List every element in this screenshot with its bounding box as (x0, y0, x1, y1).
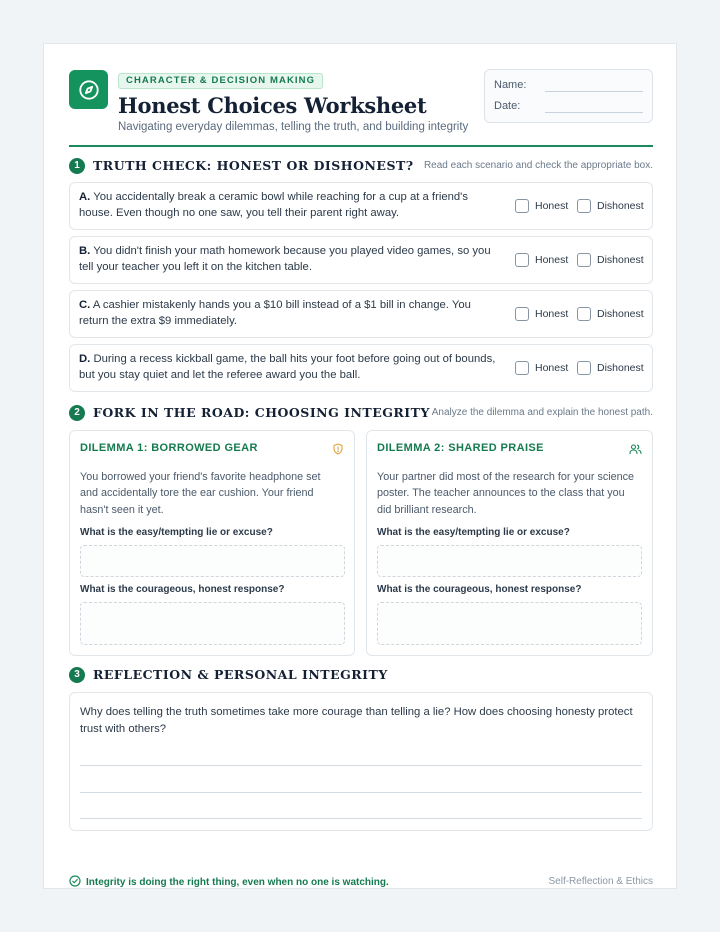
footer-tag: Self-Reflection & Ethics (548, 876, 653, 887)
section-number: 2 (69, 405, 85, 421)
lie-question: What is the easy/tempting lie or excuse? (377, 527, 570, 538)
scenario-letter: A. (79, 191, 91, 203)
reflection-question: Why does telling the truth sometimes take more courage than telling a lie? How does choosing honesty protect trust with others? (80, 706, 633, 735)
date-field[interactable] (545, 112, 643, 113)
dilemma-title: DILEMMA 2: SHARED PRAISE (377, 442, 544, 454)
scenario-body: You accidentally break a ceramic bowl while reaching for a cup at a friend's house. Even though no one saw, you tell their parent right away. (79, 191, 468, 219)
honest-label: Honest (535, 200, 569, 212)
honest-question: What is the courageous, honest response? (377, 584, 582, 595)
category-badge: CHARACTER & DECISION MAKING (118, 73, 323, 89)
dilemma-title: DILEMMA 1: BORROWED GEAR (80, 442, 258, 454)
student-info-box (484, 69, 653, 123)
section-hint: Analyze the dilemma and explain the honest path. (431, 407, 653, 418)
name-label: Name: (494, 79, 527, 91)
lie-answer-box[interactable] (377, 545, 642, 577)
honest-answer-box[interactable] (377, 602, 642, 645)
honest-label: Honest (535, 308, 569, 320)
dishonest-checkbox[interactable] (577, 307, 591, 321)
dilemma-card-2 (366, 430, 653, 656)
page-subtitle: Navigating everyday dilemmas, telling the truth, and building integrity (118, 121, 469, 133)
reflection-card (69, 692, 653, 831)
name-field[interactable] (545, 91, 643, 92)
header-divider (69, 145, 653, 147)
dishonest-option[interactable] (577, 307, 644, 321)
section-1-heading (69, 157, 653, 175)
scenario-letter: B. (79, 245, 91, 257)
lie-answer-box[interactable] (80, 545, 345, 577)
scenario-letter: D. (79, 353, 91, 365)
scenario-text (79, 190, 499, 221)
section-title: TRUTH CHECK: HONEST OR DISHONEST? (93, 158, 414, 173)
scenario-card-b (69, 236, 653, 284)
dishonest-option[interactable] (577, 361, 644, 375)
writing-line[interactable] (80, 818, 642, 819)
dilemma-text: Your partner did most of the research for your science poster. The teacher announces to the class that you did brilliant research. (377, 471, 635, 516)
scenario-card-c (69, 290, 653, 338)
scenario-body: You didn't finish your math homework because you played video games, so you tell your teacher you left it on the kitchen table. (79, 245, 491, 273)
honest-option[interactable] (515, 307, 568, 321)
honest-checkbox[interactable] (515, 253, 529, 267)
honest-question: What is the courageous, honest response? (80, 584, 285, 595)
date-label: Date: (494, 100, 521, 112)
dishonest-label: Dishonest (597, 200, 644, 212)
honest-option[interactable] (515, 199, 568, 213)
worksheet-page (43, 43, 677, 889)
section-2-heading (69, 404, 653, 422)
section-number: 3 (69, 667, 85, 683)
dishonest-checkbox[interactable] (577, 199, 591, 213)
section-hint: Read each scenario and check the appropriate box. (423, 160, 653, 171)
dishonest-option[interactable] (577, 253, 644, 267)
scenario-body: During a recess kickball game, the ball hits your foot before going out of bounds, but you stay quiet and let the referee award you the ball. (79, 353, 496, 381)
writing-line[interactable] (80, 792, 642, 793)
honest-checkbox[interactable] (515, 199, 529, 213)
honest-answer-box[interactable] (80, 602, 345, 645)
motto-text: Integrity is doing the right thing, even when no one is watching. (86, 877, 389, 888)
dilemma-grid (69, 430, 653, 656)
section-title: REFLECTION & PERSONAL INTEGRITY (93, 667, 388, 682)
check-circle-icon (69, 875, 81, 890)
page-title: Honest Choices Worksheet (118, 93, 427, 118)
dishonest-option[interactable] (577, 199, 644, 213)
footer-motto (69, 875, 389, 890)
dishonest-label: Dishonest (597, 362, 644, 374)
dilemma-text: You borrowed your friend's favorite headphone set and accidentally tore the ear cushion. Your friend hasn't seen it yet. (80, 471, 321, 516)
honest-checkbox[interactable] (515, 307, 529, 321)
scenario-letter: C. (79, 299, 91, 311)
section-number: 1 (69, 158, 85, 174)
section-3-heading (69, 666, 653, 684)
dishonest-label: Dishonest (597, 308, 644, 320)
users-icon (629, 442, 642, 460)
shield-icon (332, 442, 344, 460)
dishonest-checkbox[interactable] (577, 361, 591, 375)
scenario-text (79, 298, 499, 329)
scenario-text (79, 352, 499, 383)
scenario-body: A cashier mistakenly hands you a $10 bill instead of a $1 bill in change. You return the extra $9 immediately. (79, 299, 471, 327)
honest-label: Honest (535, 362, 569, 374)
honest-checkbox[interactable] (515, 361, 529, 375)
honest-label: Honest (535, 254, 569, 266)
dishonest-checkbox[interactable] (577, 253, 591, 267)
section-title: FORK IN THE ROAD: CHOOSING INTEGRITY (93, 405, 430, 420)
dilemma-card-1 (69, 430, 355, 656)
scenario-card-a (69, 182, 653, 230)
scenario-card-d (69, 344, 653, 392)
honest-option[interactable] (515, 253, 568, 267)
honest-option[interactable] (515, 361, 568, 375)
dishonest-label: Dishonest (597, 254, 644, 266)
compass-icon (69, 70, 108, 109)
writing-line[interactable] (80, 765, 642, 766)
scenario-text (79, 244, 499, 275)
lie-question: What is the easy/tempting lie or excuse? (80, 527, 273, 538)
